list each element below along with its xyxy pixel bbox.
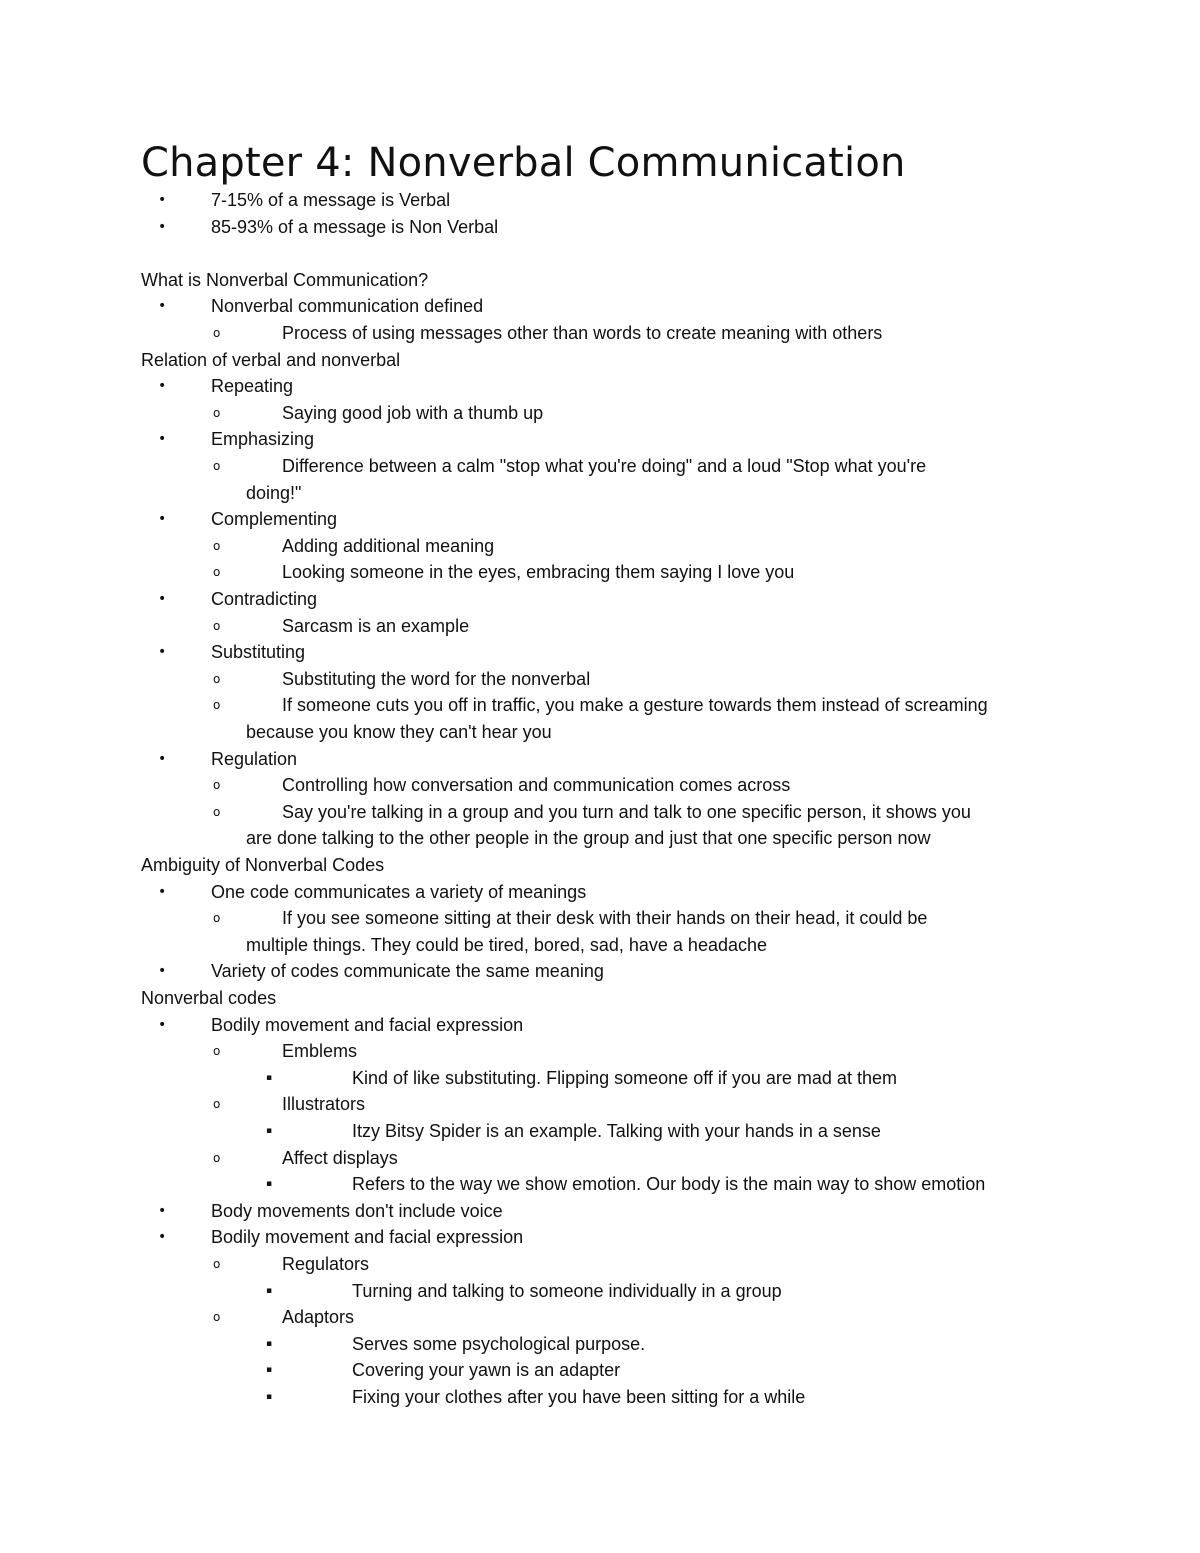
bullet-icon: • [158, 1016, 167, 1033]
square-bullet-icon: ▪ [266, 1365, 273, 1376]
line-text: Affect displays [282, 1147, 398, 1168]
sub-sub-list-item [0, 1357, 1200, 1384]
line-text: Emphasizing [211, 429, 315, 450]
circle-bullet-icon: o [213, 405, 221, 420]
circle-bullet-icon: o [213, 911, 221, 926]
line-text: Complementing [211, 509, 338, 530]
line-text: Illustrators [282, 1094, 366, 1115]
sub-sub-list-item [0, 1118, 1200, 1145]
line-text: doing!" [246, 482, 302, 503]
bullet-icon: • [158, 431, 167, 448]
line-text: Substituting the word for the nonverbal [282, 668, 591, 689]
circle-bullet-icon: o [213, 1097, 221, 1112]
line-text: Emblems [282, 1041, 358, 1062]
list-item [0, 1224, 1200, 1251]
line-text: What is Nonverbal Communication? [141, 269, 429, 290]
line-text: Ambiguity of Nonverbal Codes [141, 855, 385, 875]
circle-bullet-icon: o [213, 778, 221, 793]
circle-bullet-icon: o [213, 459, 221, 473]
bullet-icon: • [158, 1202, 167, 1219]
sub-list-item [0, 320, 1200, 347]
circle-bullet-icon: o [213, 804, 221, 819]
sub-list-item [0, 1304, 1200, 1331]
line-text: Relation of verbal and nonverbal [141, 349, 401, 370]
line-text: Sarcasm is an example [282, 615, 470, 636]
list-item [0, 506, 1200, 533]
sub-list-item [0, 613, 1200, 640]
sub-list-item [0, 1038, 1200, 1065]
line-text: Saying good job with a thumb up [282, 402, 544, 423]
line-text: Itzy Bitsy Spider is an example. Talking with your hands in a sense [352, 1121, 881, 1141]
square-bullet-icon: ▪ [266, 1126, 273, 1136]
square-bullet-icon: ▪ [266, 1285, 273, 1296]
line-text: Adaptors [282, 1307, 355, 1328]
line-text: Repeating [211, 376, 294, 397]
list-item [0, 746, 1200, 773]
bullet-icon: • [158, 298, 167, 315]
line-text: Serves some psychological purpose. [352, 1333, 646, 1354]
square-bullet-icon: ▪ [266, 1179, 273, 1190]
sub-sub-list-item [0, 1065, 1200, 1092]
sub-list-item [0, 533, 1200, 560]
line-text: multiple things. They could be tired, bored, sad, have a headache [246, 934, 768, 955]
circle-bullet-icon: o [213, 1310, 221, 1325]
line-text: Adding additional meaning [282, 535, 495, 556]
bullet-icon: • [158, 378, 167, 395]
line-text: Contradicting [211, 589, 318, 609]
sub-list-item [0, 905, 1200, 932]
sub-sub-list-item [0, 1384, 1200, 1411]
line-text: Variety of codes communicate the same meaning [211, 961, 604, 982]
circle-bullet-icon: o [213, 1257, 221, 1271]
sub-list-item [0, 559, 1200, 586]
line-text: Turning and talking to someone individually in a group [352, 1280, 782, 1301]
list-item [0, 586, 1200, 613]
list-item-continuation [0, 719, 1200, 746]
line-text: 7-15% of a message is Verbal [211, 190, 451, 210]
list-item [0, 879, 1200, 906]
square-bullet-icon: ▪ [266, 1392, 273, 1402]
sub-sub-list-item [0, 1171, 1200, 1198]
list-item-continuation [0, 480, 1200, 507]
sub-sub-list-item [0, 1278, 1200, 1305]
square-bullet-icon: ▪ [266, 1072, 273, 1083]
list-item [0, 1198, 1200, 1225]
list-item [0, 1012, 1200, 1039]
bullet-icon: • [158, 963, 167, 980]
bullet-icon: • [158, 644, 167, 661]
circle-bullet-icon: o [213, 1044, 221, 1059]
list-item [0, 639, 1200, 666]
line-text: Kind of like substituting. Flipping someone off if you are mad at them [352, 1067, 897, 1088]
sub-list-item [0, 453, 1200, 480]
list-item-continuation [0, 825, 1200, 852]
sub-list-item [0, 692, 1200, 719]
line-text: are done talking to the other people in the group and just that one specific person now [246, 828, 931, 849]
sub-sub-list-item [0, 1331, 1200, 1358]
list-item [0, 293, 1200, 320]
page-title: Chapter 4: Nonverbal Communication [141, 140, 906, 186]
circle-bullet-icon: o [213, 671, 221, 686]
line-text: Nonverbal codes [141, 988, 277, 1008]
section-heading [0, 347, 1200, 374]
sub-list-item [0, 772, 1200, 799]
line-text: Looking someone in the eyes, embracing them saying I love you [282, 562, 795, 583]
line-text: Refers to the way we show emotion. Our body is the main way to show emotion [352, 1174, 986, 1195]
line-text: Regulation [211, 748, 298, 769]
section-heading [0, 852, 1200, 879]
sub-list-item [0, 400, 1200, 427]
line-text: Process of using messages other than words to create meaning with others [282, 323, 883, 343]
line-text: One code communicates a variety of meanings [211, 881, 587, 902]
bullet-icon: • [158, 1229, 167, 1246]
line-text: If you see someone sitting at their desk with their hands on their head, it could be [282, 908, 928, 929]
line-text: Regulators [282, 1254, 370, 1274]
bullet-icon: • [158, 591, 167, 607]
sub-list-item [0, 1145, 1200, 1172]
sub-list-item [0, 799, 1200, 826]
line-text: because you know they can't hear you [246, 722, 552, 742]
bullet-icon: • [158, 218, 167, 235]
bullet-icon: • [158, 192, 167, 208]
line-text: Difference between a calm "stop what you're doing" and a loud "Stop what you're [282, 456, 927, 476]
sub-list-item [0, 1091, 1200, 1118]
bullet-icon: • [158, 511, 167, 528]
line-text: 85-93% of a message is Non Verbal [211, 216, 499, 237]
line-text: If someone cuts you off in traffic, you make a gesture towards them instead of screaming [282, 695, 988, 716]
circle-bullet-icon: o [213, 538, 221, 553]
circle-bullet-icon: o [213, 326, 221, 340]
circle-bullet-icon: o [213, 1150, 221, 1165]
circle-bullet-icon: o [213, 565, 221, 580]
list-item [0, 373, 1200, 400]
circle-bullet-icon: o [213, 698, 221, 713]
section-heading [0, 985, 1200, 1012]
line-text: Nonverbal communication defined [211, 296, 484, 317]
sub-list-item [0, 666, 1200, 693]
bullet-icon: • [158, 883, 167, 900]
line-text: Covering your yawn is an adapter [352, 1360, 621, 1381]
line-text: Substituting [211, 642, 306, 663]
list-item-continuation [0, 932, 1200, 959]
line-text: Say you're talking in a group and you turn and talk to one specific person, it shows you [282, 801, 971, 822]
list-item [0, 214, 1200, 241]
list-item [0, 426, 1200, 453]
list-item [0, 958, 1200, 985]
circle-bullet-icon: o [213, 618, 221, 633]
bullet-icon: • [158, 750, 167, 767]
line-text: Body movements don't include voice [211, 1200, 503, 1221]
line-text: Bodily movement and facial expression [211, 1227, 524, 1248]
section-heading [0, 267, 1200, 294]
line-text: Fixing your clothes after you have been sitting for a while [352, 1387, 806, 1407]
list-item [0, 187, 1200, 214]
line-text: Bodily movement and facial expression [211, 1014, 524, 1035]
line-text: Controlling how conversation and communication comes across [282, 775, 791, 796]
sub-list-item [0, 1251, 1200, 1278]
square-bullet-icon: ▪ [266, 1338, 273, 1349]
